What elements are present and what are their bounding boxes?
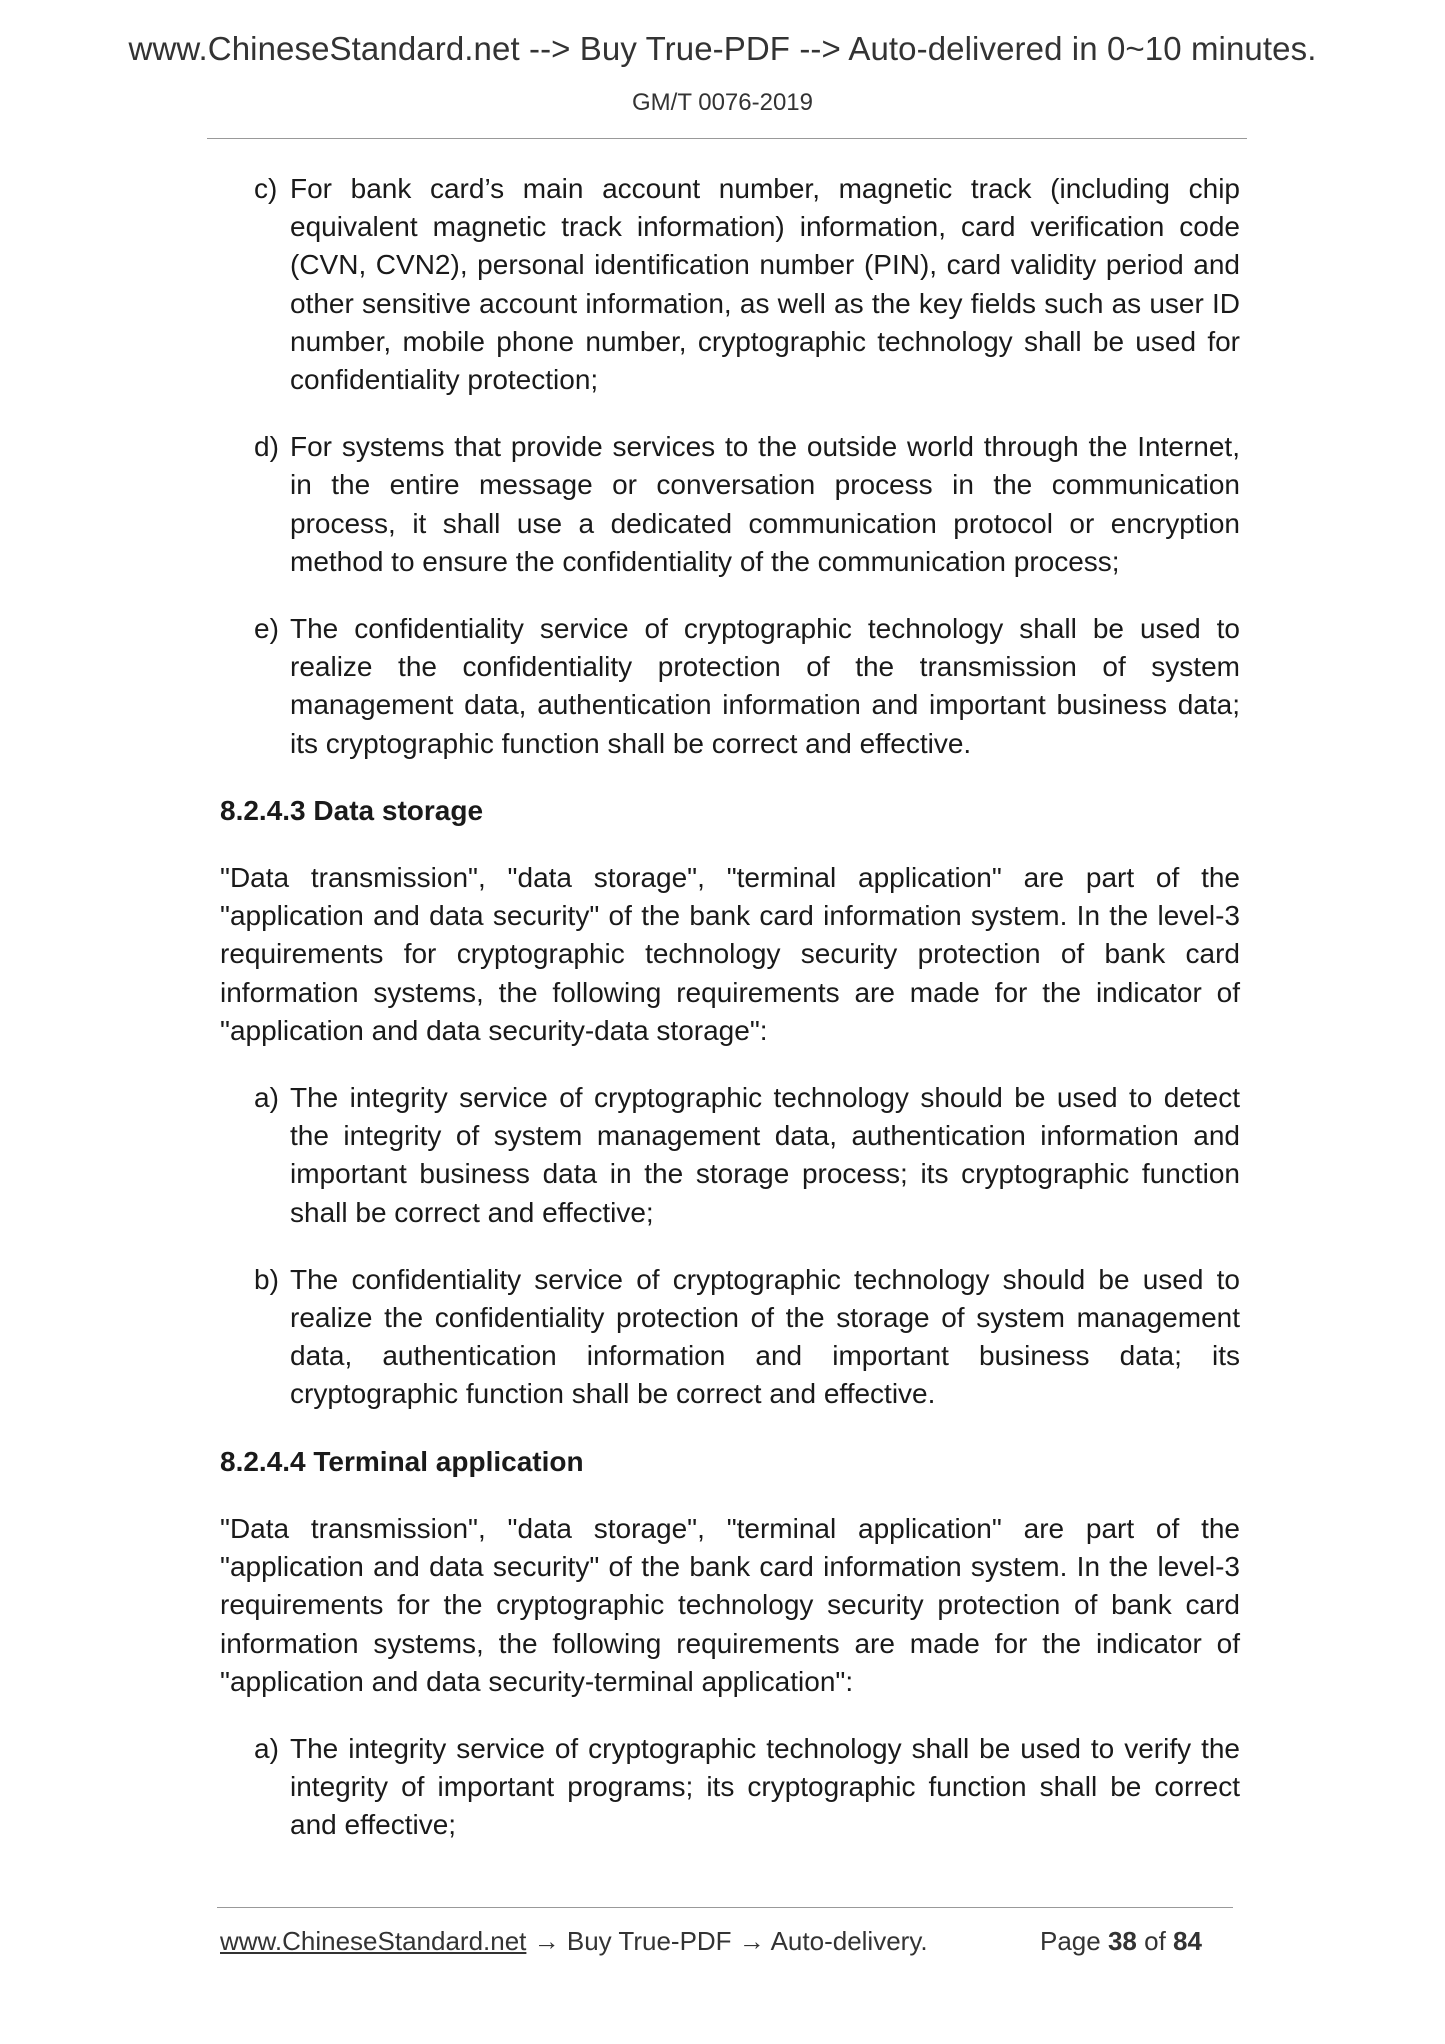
- section-intro-paragraph: "Data transmission", "data storage", "terminal application" are part of the "application and data security" of the bank card information system. In the level-3 requirements for cryptographic technology security protection of bank card information systems, the following requirements are made for the indicator of "application and data security-data storage":: [220, 862, 1240, 1046]
- list-item: [254, 610, 1240, 763]
- list-marker: d): [254, 431, 279, 463]
- list-item: [254, 170, 1240, 399]
- arrow-right-icon: →: [526, 1926, 567, 1956]
- current-page: 38: [1107, 1926, 1137, 1956]
- list-item-text: For systems that provide services to the outside world through the Internet, in the entire message or conversation process in the communication process, it shall use a dedicated communication protocol or encryption method to ensure the confidentiality of the communication process;: [290, 431, 1240, 577]
- site-banner: www.ChineseStandard.net --> Buy True-PDF --> Auto-delivered in 0~10 minutes.: [128, 30, 1317, 67]
- section-intro-paragraph: "Data transmission", "data storage", "terminal application" are part of the "application and data security" of the bank card information system. In the level-3 requirements for the cryptographic technology security protection of bank card information systems, the following requirements are made for the indicator of "application and data security-terminal application":: [220, 1512, 1240, 1697]
- list-item: [254, 1079, 1240, 1232]
- list-marker: c): [254, 173, 278, 204]
- page-of-label: of: [1144, 1926, 1166, 1956]
- list-item: [254, 428, 1240, 581]
- list-marker: a): [254, 1082, 279, 1114]
- document-code: GM/T 0076-2019: [632, 89, 813, 116]
- footer-links: [220, 1926, 928, 1957]
- list-item: [254, 1730, 1240, 1845]
- list-item-text: The confidentiality service of cryptographic technology shall be used to realize the confidentiality protection of the transmission of system management data, authentication information and important business data; its cryptographic function shall be correct and effective.: [290, 613, 1240, 759]
- total-pages: 84: [1173, 1926, 1202, 1956]
- list-marker: a): [254, 1732, 279, 1764]
- page-label: Page: [1040, 1926, 1101, 1956]
- footer-site-link[interactable]: www.ChineseStandard.net: [220, 1926, 527, 1956]
- page-content: [220, 170, 1240, 1874]
- list-item-text: The integrity service of cryptographic technology should be used to detect the integrity of system management data, authentication information and important business data in the storage process; its cryptographic function shall be correct and effective;: [290, 1082, 1240, 1228]
- list-item-text: The confidentiality service of cryptographic technology should be used to realize the confidentiality protection of the storage of system management data, authentication information and important business data; its cryptographic function shall be correct and effective.: [290, 1263, 1240, 1410]
- list-marker: b): [254, 1263, 279, 1295]
- section-heading-terminal-application: 8.2.4.4 Terminal application: [220, 1445, 584, 1477]
- footer-buy-text: Buy True-PDF: [566, 1926, 732, 1956]
- list-item-text: For bank card’s main account number, magnetic track (including chip equivalent magnetic track information) information, card verification code (CVN, CVN2), personal identification number (PIN), card validity period and other sensitive account information, as well as the key fields such as user ID number, mobile phone number, cryptographic technology shall be used for confidentiality protection;: [290, 173, 1240, 396]
- header-divider: [207, 138, 1247, 139]
- list-item: [254, 1261, 1240, 1414]
- section-heading-data-storage: 8.2.4.3 Data storage: [220, 794, 484, 826]
- list-item-text: The integrity service of cryptographic technology shall be used to verify the integrity of important programs; its cryptographic function shall be correct and effective;: [290, 1732, 1240, 1841]
- page-number: [1040, 1926, 1202, 1957]
- list-marker: e): [254, 613, 279, 645]
- footer-divider: [217, 1907, 1233, 1908]
- arrow-right-icon: →: [731, 1926, 771, 1956]
- footer-delivery-text: Auto-delivery.: [770, 1926, 928, 1956]
